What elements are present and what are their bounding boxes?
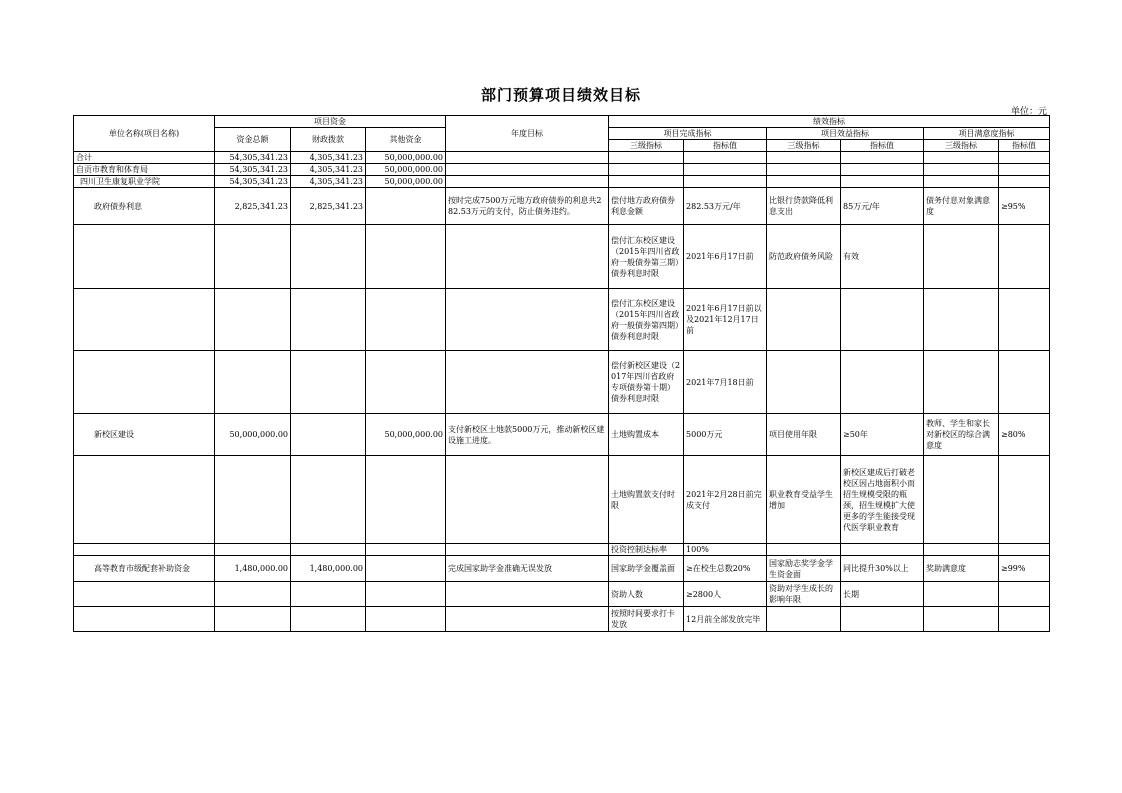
indicator-row (74, 289, 1050, 351)
project-total: 2,825,341.23 (215, 188, 291, 225)
header-level3: 三级指标 (609, 140, 684, 152)
satisfaction-level3: 奖助满意度 (924, 556, 999, 582)
row-other: 50,000,000.00 (366, 152, 446, 164)
benefit-level3: 国家励志奖学金学生资金面 (767, 556, 841, 582)
project-total: 1,480,000.00 (215, 556, 291, 582)
completion-value: 2021年6月17日前以及2021年12月17日前 (684, 289, 767, 351)
completion-level3: 偿付汇东校区建设（2015年四川省政府一般债券第四期）债券利息时限 (609, 289, 684, 351)
summary-row (74, 176, 1050, 188)
project-name: 高等教育市级配套补助资金 (74, 556, 215, 582)
completion-value: 2021年7月18日前 (684, 351, 767, 414)
indicator-row (74, 456, 1050, 544)
project-name: 新校区建设 (74, 414, 215, 456)
project-total: 50,000,000.00 (215, 414, 291, 456)
benefit-level3: 项目使用年限 (767, 414, 841, 456)
row-name: 自贡市教育和体育局 (74, 164, 215, 176)
indicator-row (74, 544, 1050, 556)
satisfaction-value: ≥95% (999, 188, 1050, 225)
project-row (74, 414, 1050, 456)
indicator-row (74, 351, 1050, 414)
completion-level3: 偿付新校区建设（2017年四川省政府专项债券第十期）债券利息时限 (609, 351, 684, 414)
completion-value: 282.53万元/年 (684, 188, 767, 225)
row-other: 50,000,000.00 (366, 176, 446, 188)
header-level3: 三级指标 (767, 140, 841, 152)
page-title: 部门预算项目绩效目标 (480, 86, 641, 104)
completion-level3: 土地购置成本 (609, 414, 684, 456)
header-value: 指标值 (684, 140, 767, 152)
row-fiscal: 4,305,341.23 (291, 176, 366, 188)
satisfaction-value: ≥80% (999, 414, 1050, 456)
row-name: 四川卫生康复职业学院 (74, 176, 215, 188)
indicator-row (74, 225, 1050, 289)
header-completion: 项目完成指标 (609, 128, 767, 140)
indicator-row (74, 607, 1050, 632)
row-total: 54,305,341.23 (215, 176, 291, 188)
completion-level3: 按照时间要求打卡发放 (609, 607, 684, 632)
row-name: 合计 (74, 152, 215, 164)
unit-label: 单位：元 (1010, 107, 1047, 117)
header-satisfaction: 项目满意度指标 (924, 128, 1050, 140)
header-total: 资金总额 (215, 128, 291, 152)
completion-level3: 偿付汇东校区建设（2015年四川省政府一般债券第三期）债券利息时限 (609, 225, 684, 289)
budget-performance-table (73, 115, 1050, 632)
benefit-value: 同比提升30%以上 (841, 556, 924, 582)
benefit-value: 有效 (841, 225, 924, 289)
benefit-value: 85万元/年 (841, 188, 924, 225)
completion-value: ≥在校生总数20% (684, 556, 767, 582)
project-fiscal: 1,480,000.00 (291, 556, 366, 582)
benefit-level3: 职业教育受益学生增加 (767, 456, 841, 544)
header-annual-goal: 年度目标 (446, 116, 609, 152)
row-other: 50,000,000.00 (366, 164, 446, 176)
summary-row (74, 152, 1050, 164)
benefit-value: 新校区建成后打破老校区因占地面积小而招生规模受限的瓶颈，招生规模扩大使更多的学生能接受现代医学职业教育 (841, 456, 924, 544)
benefit-value: 长期 (841, 582, 924, 607)
project-other: 50,000,000.00 (366, 414, 446, 456)
header-value: 指标值 (999, 140, 1050, 152)
header-perf-indicators: 绩效指标 (609, 116, 1050, 128)
header-other: 其他资金 (366, 128, 446, 152)
completion-level3: 土地购置款支付时限 (609, 456, 684, 544)
satisfaction-level3: 债务付息对象满意度 (924, 188, 999, 225)
completion-level3: 资助人数 (609, 582, 684, 607)
header-value: 指标值 (841, 140, 924, 152)
completion-value: 2021年2月28日前完成支付 (684, 456, 767, 544)
project-goal: 支付新校区土地款5000万元，推动新校区建设施工进度。 (446, 414, 609, 456)
satisfaction-value: ≥99% (999, 556, 1050, 582)
benefit-value: ≥50年 (841, 414, 924, 456)
completion-level3: 投资控制达标率 (609, 544, 684, 556)
summary-row (74, 164, 1050, 176)
header-level3: 三级指标 (924, 140, 999, 152)
project-row (74, 188, 1050, 225)
completion-value: 12月前全部发放完毕 (684, 607, 767, 632)
benefit-level3: 比银行贷款降低利息支出 (767, 188, 841, 225)
project-fiscal: 2,825,341.23 (291, 188, 366, 225)
satisfaction-level3: 教师、学生和家长对新校区的综合满意度 (924, 414, 999, 456)
row-total: 54,305,341.23 (215, 164, 291, 176)
header-fiscal: 财政拨款 (291, 128, 366, 152)
completion-value: ≥2800人 (684, 582, 767, 607)
project-goal: 完成国家助学金准确无误发放 (446, 556, 609, 582)
benefit-level3: 资助对学生成长的影响年限 (767, 582, 841, 607)
header-project-funds: 项目资金 (215, 116, 446, 128)
completion-value: 100% (684, 544, 767, 556)
completion-value: 2021年6月17日前 (684, 225, 767, 289)
project-row (74, 556, 1050, 582)
row-total: 54,305,341.23 (215, 152, 291, 164)
completion-level3: 国家助学金覆盖面 (609, 556, 684, 582)
row-fiscal: 4,305,341.23 (291, 164, 366, 176)
benefit-level3: 防范政府债务风险 (767, 225, 841, 289)
completion-level3: 偿付地方政府债券利息金额 (609, 188, 684, 225)
header-unit-name: 单位名称(项目名称) (74, 116, 215, 152)
indicator-row (74, 582, 1050, 607)
row-fiscal: 4,305,341.23 (291, 152, 366, 164)
project-goal: 按时完成7500万元地方政府债券的利息共282.53万元的支付，防止债务违约。 (446, 188, 609, 225)
completion-value: 5000万元 (684, 414, 767, 456)
header-benefit: 项目效益指标 (767, 128, 924, 140)
project-name: 政府债券利息 (74, 188, 215, 225)
